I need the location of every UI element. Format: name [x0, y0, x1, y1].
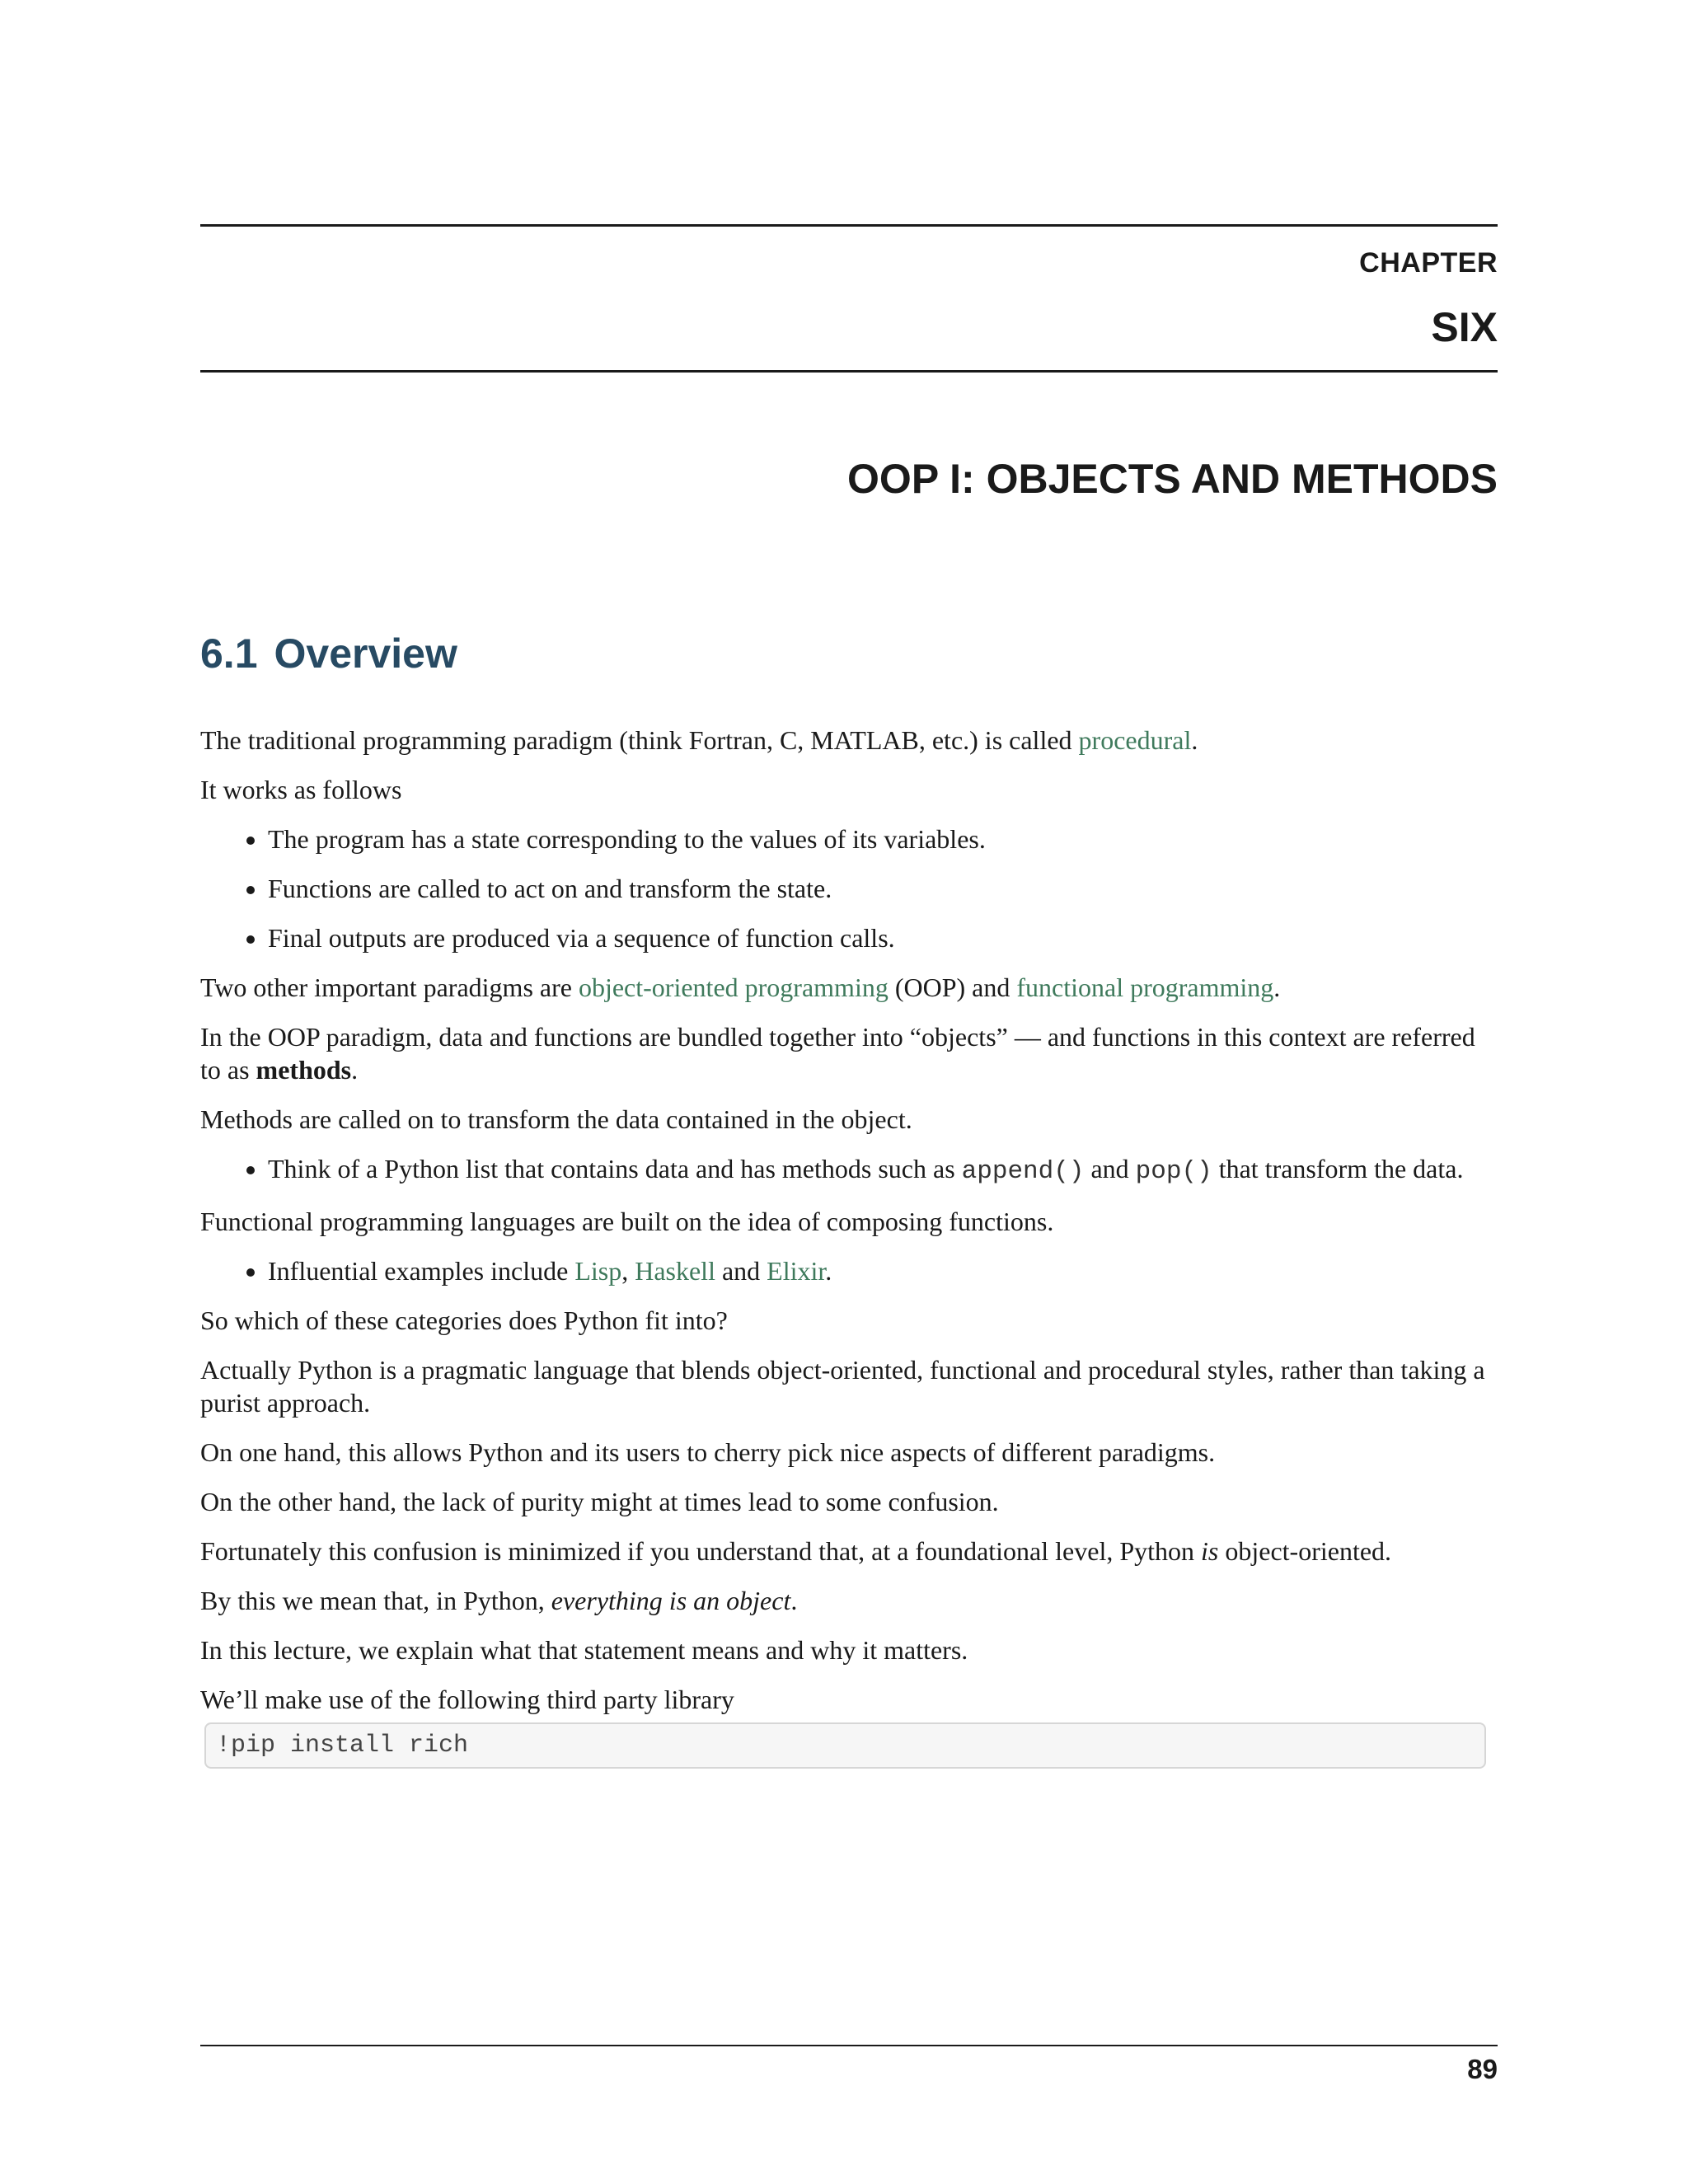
chapter-top-rule — [200, 224, 1498, 227]
list-item: • Final outputs are produced via a sequence of function calls. — [268, 921, 1498, 954]
body-text — [200, 724, 1498, 1769]
paragraph-methods: Methods are called on to transform the data contained in the object. — [200, 1104, 912, 1134]
link-lisp[interactable]: Lisp — [574, 1256, 622, 1286]
paragraph-pragmatic: Actually Python is a pragmatic language that blends object-oriented, functional and procedural styles, rather than taking a purist approach. — [200, 1355, 1485, 1418]
list-item: • Think of a Python list that contains data and has methods such as append() and pop() that transform the data. — [268, 1152, 1498, 1188]
paragraph-lecture: In this lecture, we explain what that statement means and why it matters. — [200, 1635, 968, 1665]
list-item: • Influential examples include Lisp, Haskell and Elixir. — [268, 1254, 1498, 1287]
link-procedural[interactable]: procedural — [1078, 725, 1192, 755]
paragraph-other-hand: On the other hand, the lack of purity might at times lead to some confusion. — [200, 1487, 999, 1516]
methods-list — [200, 1152, 1498, 1188]
paragraph-library: We’ll make use of the following third party library — [200, 1685, 734, 1714]
paragraph-oop: In the OOP paradigm, data and functions are bundled together into “objects” — and functions in this context are referred to as methods. — [200, 1022, 1475, 1085]
link-object-oriented-programming[interactable]: object-oriented programming — [578, 972, 889, 1002]
chapter-number: SIX — [1431, 304, 1498, 350]
paragraph-one-hand: On one hand, this allows Python and its users to cherry pick nice aspects of different paradigms. — [200, 1437, 1216, 1467]
paragraph-works-as-follows: It works as follows — [200, 775, 402, 804]
paragraph-functional: Functional programming languages are built on the idea of composing functions. — [200, 1207, 1054, 1236]
code-pop: pop() — [1135, 1157, 1212, 1186]
footer-rule — [200, 2045, 1498, 2046]
link-functional-programming[interactable]: functional programming — [1016, 972, 1274, 1002]
term-methods: methods — [256, 1055, 352, 1085]
code-append: append() — [961, 1157, 1085, 1186]
section-title: Overview — [274, 630, 457, 677]
document-page — [200, 0, 1498, 2184]
paragraph-everything-object: By this we mean that, in Python, everything is an object. — [200, 1586, 798, 1615]
list-item: • Functions are called to act on and transform the state. — [268, 872, 1498, 905]
paragraph-paradigms: Two other important paradigms are object-oriented programming (OOP) and functional programming. — [200, 972, 1281, 1002]
page-number: 89 — [1467, 2054, 1498, 2084]
link-elixir[interactable]: Elixir — [767, 1256, 826, 1286]
list-item: • The program has a state corresponding to the values of its variables. — [268, 823, 1498, 855]
functional-list — [200, 1254, 1498, 1287]
paragraph-fortunately: Fortunately this confusion is minimized if you understand that, at a foundational level, Python is object-oriented. — [200, 1536, 1392, 1566]
page-title: OOP I: OBJECTS AND METHODS — [847, 456, 1498, 502]
section-number: 6.1 — [200, 630, 258, 677]
chapter-bottom-rule — [200, 370, 1498, 373]
section-heading — [200, 630, 457, 677]
procedural-list — [200, 823, 1498, 954]
chapter-label: CHAPTER — [1359, 247, 1498, 279]
paragraph-question: So which of these categories does Python fit into? — [200, 1305, 728, 1335]
link-haskell[interactable]: Haskell — [635, 1256, 715, 1286]
code-block[interactable]: !pip install rich — [204, 1722, 1486, 1769]
paragraph-procedural: The traditional programming paradigm (think Fortran, C, MATLAB, etc.) is called procedural. — [200, 725, 1198, 755]
